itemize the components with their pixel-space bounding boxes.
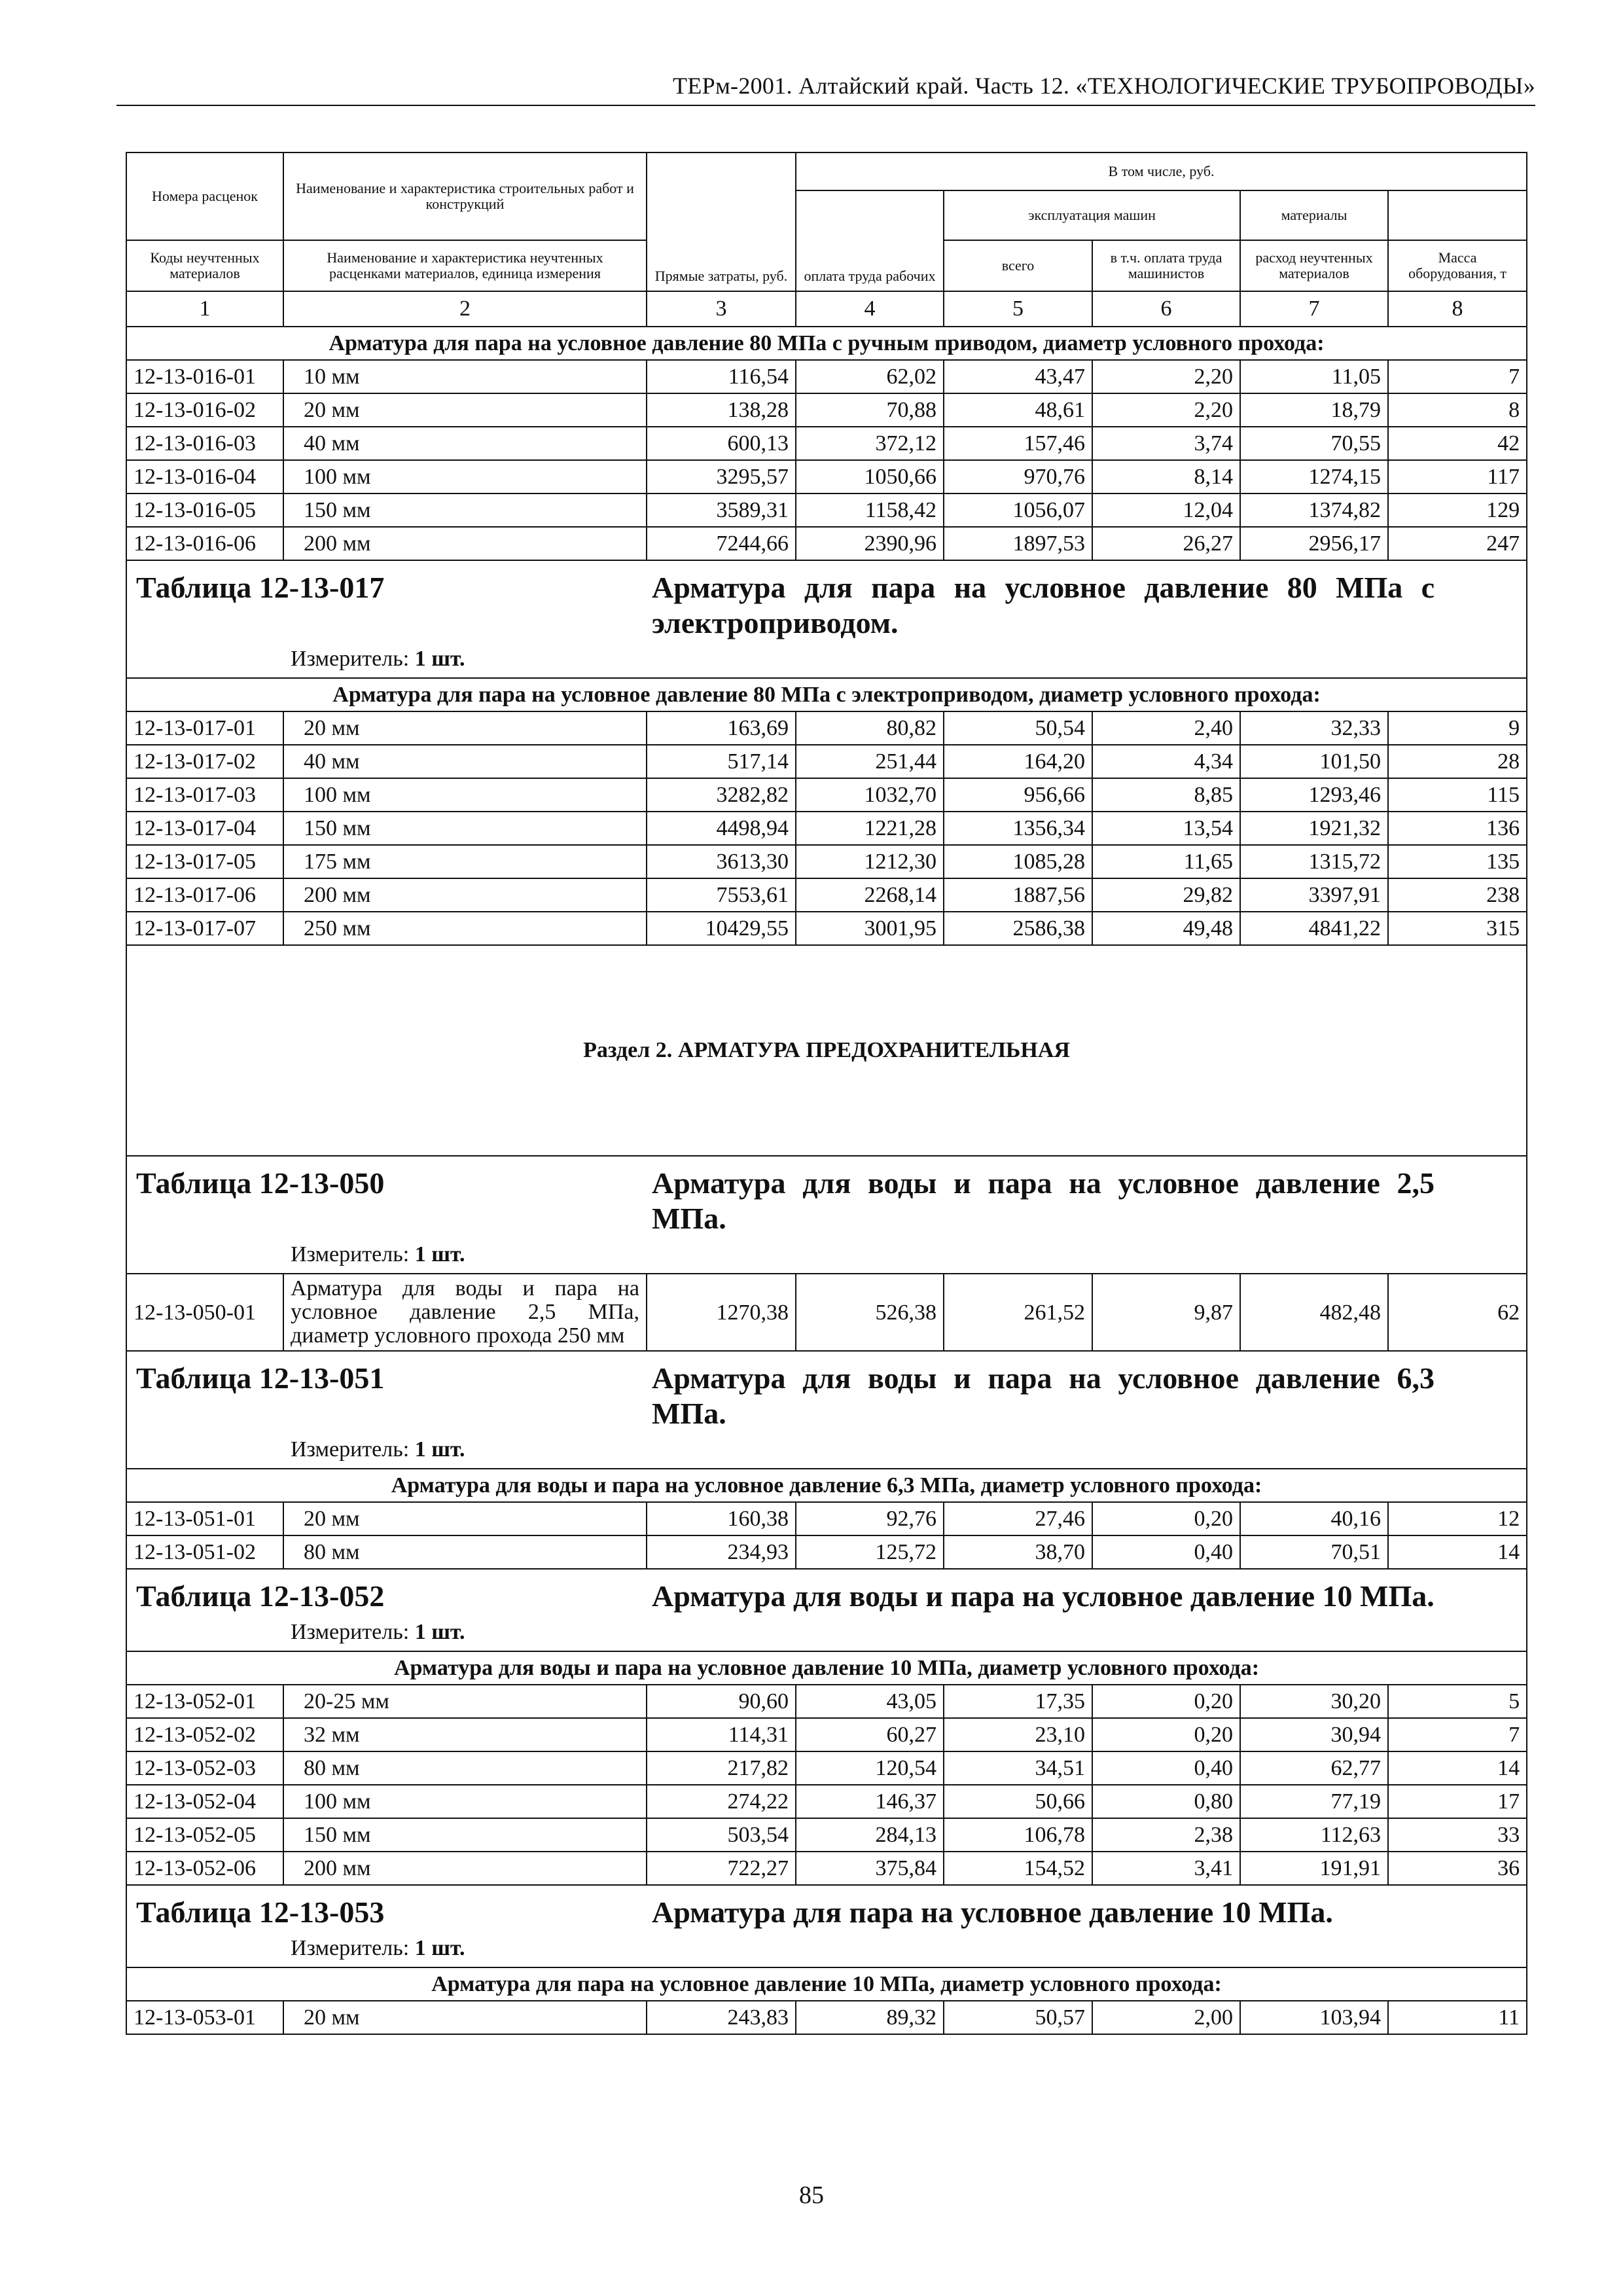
table-title-cell <box>126 1569 1527 1651</box>
machinist-cost: 49,48 <box>1092 912 1240 945</box>
labor-cost: 526,38 <box>796 1274 944 1351</box>
table-title-row <box>126 1351 1527 1469</box>
direct-cost: 503,54 <box>647 1818 796 1852</box>
col-4-header: оплата труда рабочих <box>796 190 944 291</box>
measure-unit <box>134 1240 1520 1269</box>
subheading-row <box>126 327 1527 360</box>
rate-code: 12-13-052-05 <box>126 1818 283 1852</box>
machine-cost: 154,52 <box>944 1852 1092 1885</box>
materials-cost: 2956,17 <box>1240 527 1388 560</box>
table-caption: Арматура для пара на условное давление 10 МПа. <box>652 1895 1333 1929</box>
direct-cost: 722,27 <box>647 1852 796 1885</box>
labor-hours: 28 <box>1388 745 1527 778</box>
labor-hours: 315 <box>1388 912 1527 945</box>
work-name: 20 мм <box>283 1502 647 1535</box>
machine-cost: 106,78 <box>944 1818 1092 1852</box>
table-caption: Арматура для воды и пара на условное давление 2,5 МПа. <box>652 1166 1435 1235</box>
materials-cost: 191,91 <box>1240 1852 1388 1885</box>
machinist-cost: 2,20 <box>1092 393 1240 427</box>
page-number: 85 <box>799 2181 824 2209</box>
table-caption: Арматура для воды и пара на условное давление 6,3 МПа. <box>652 1361 1435 1430</box>
labor-cost: 372,12 <box>796 427 944 460</box>
measure-value: 1 шт. <box>414 1437 465 1462</box>
labor-hours: 247 <box>1388 527 1527 560</box>
table-row <box>126 711 1527 745</box>
labor-cost: 284,13 <box>796 1818 944 1852</box>
materials-cost: 40,16 <box>1240 1502 1388 1535</box>
subheading-row <box>126 1651 1527 1685</box>
table-row <box>126 1535 1527 1569</box>
direct-cost: 1270,38 <box>647 1274 796 1351</box>
table-title <box>134 1895 1520 1930</box>
table-title <box>134 1361 1520 1431</box>
machine-cost: 157,46 <box>944 427 1092 460</box>
machinist-cost: 0,20 <box>1092 1502 1240 1535</box>
materials-header: материалы <box>1240 190 1388 240</box>
table-row <box>126 1718 1527 1751</box>
materials-cost: 70,55 <box>1240 427 1388 460</box>
direct-cost: 7244,66 <box>647 527 796 560</box>
materials-cost: 103,94 <box>1240 2001 1388 2034</box>
labor-cost: 80,82 <box>796 711 944 745</box>
rate-code: 12-13-017-04 <box>126 812 283 845</box>
labor-hours: 36 <box>1388 1852 1527 1885</box>
labor-hours: 136 <box>1388 812 1527 845</box>
table-number: Таблица 12-13-052 <box>136 1579 385 1613</box>
work-name: 80 мм <box>283 1751 647 1785</box>
section-heading: Раздел 2. АРМАТУРА ПРЕДОХРАНИТЕЛЬНАЯ <box>126 945 1527 1156</box>
labor-hours: 115 <box>1388 778 1527 812</box>
machine-cost: 1887,56 <box>944 878 1092 912</box>
work-name: 200 мм <box>283 527 647 560</box>
rate-code: 12-13-052-06 <box>126 1852 283 1885</box>
col-7-header: расход неучтенных материалов <box>1240 240 1388 291</box>
subheading: Арматура для воды и пара на условное давление 6,3 МПа, диаметр условного прохода: <box>126 1469 1527 1502</box>
table-caption: Арматура для пара на условное давление 80 МПа с электроприводом. <box>652 571 1435 639</box>
direct-cost: 243,83 <box>647 2001 796 2034</box>
work-name: 150 мм <box>283 812 647 845</box>
work-name: 150 мм <box>283 1818 647 1852</box>
machinist-cost: 2,20 <box>1092 360 1240 393</box>
machine-cost: 38,70 <box>944 1535 1092 1569</box>
table-row <box>126 493 1527 527</box>
labor-hours: 117 <box>1388 460 1527 493</box>
table-title-cell <box>126 1885 1527 1967</box>
labor-hours: 17 <box>1388 1785 1527 1818</box>
measure-value: 1 шт. <box>414 1620 465 1644</box>
rate-code: 12-13-016-05 <box>126 493 283 527</box>
rate-code: 12-13-017-02 <box>126 745 283 778</box>
machine-cost: 48,61 <box>944 393 1092 427</box>
work-name: 40 мм <box>283 427 647 460</box>
rate-code: 12-13-016-03 <box>126 427 283 460</box>
measure-label: Измеритель: <box>291 1620 410 1644</box>
work-name: 150 мм <box>283 493 647 527</box>
labor-hours: 7 <box>1388 1718 1527 1751</box>
labor-hours: 135 <box>1388 845 1527 878</box>
labor-hours: 129 <box>1388 493 1527 527</box>
measure-value: 1 шт. <box>414 647 465 671</box>
machine-cost: 164,20 <box>944 745 1092 778</box>
direct-cost: 4498,94 <box>647 812 796 845</box>
subheading: Арматура для пара на условное давление 10 МПа, диаметр условного прохода: <box>126 1967 1527 2001</box>
col-2-top-header: Наименование и характеристика строительных работ и конструкций <box>283 152 647 240</box>
subheading-row <box>126 1469 1527 1502</box>
header-rule <box>116 105 1535 106</box>
table-title-cell <box>126 1351 1527 1469</box>
column-number: 4 <box>796 291 944 327</box>
table-row <box>126 1751 1527 1785</box>
column-number: 5 <box>944 291 1092 327</box>
machinist-cost: 2,38 <box>1092 1818 1240 1852</box>
table-row <box>126 1685 1527 1718</box>
materials-cost: 4841,22 <box>1240 912 1388 945</box>
rate-code: 12-13-051-02 <box>126 1535 283 1569</box>
materials-cost: 70,51 <box>1240 1535 1388 1569</box>
labor-cost: 89,32 <box>796 2001 944 2034</box>
machine-cost: 50,66 <box>944 1785 1092 1818</box>
measure-value: 1 шт. <box>414 1936 465 1960</box>
table-row <box>126 1502 1527 1535</box>
labor-hours: 12 <box>1388 1502 1527 1535</box>
materials-cost: 18,79 <box>1240 393 1388 427</box>
materials-cost: 32,33 <box>1240 711 1388 745</box>
materials-cost: 3397,91 <box>1240 878 1388 912</box>
rate-code: 12-13-017-07 <box>126 912 283 945</box>
direct-cost: 517,14 <box>647 745 796 778</box>
table-row <box>126 1818 1527 1852</box>
col-1-bottom-header: Коды неучтенных материалов <box>126 240 283 291</box>
table-title <box>134 1166 1520 1236</box>
materials-cost: 30,94 <box>1240 1718 1388 1751</box>
table-number: Таблица 12-13-053 <box>136 1895 385 1929</box>
rate-code: 12-13-053-01 <box>126 2001 283 2034</box>
machinist-cost: 0,40 <box>1092 1751 1240 1785</box>
materials-cost: 112,63 <box>1240 1818 1388 1852</box>
machine-cost: 50,57 <box>944 2001 1092 2034</box>
machinist-cost: 0,40 <box>1092 1535 1240 1569</box>
subheading: Арматура для воды и пара на условное давление 10 МПа, диаметр условного прохода: <box>126 1651 1527 1685</box>
machinist-cost: 0,20 <box>1092 1685 1240 1718</box>
machine-cost: 27,46 <box>944 1502 1092 1535</box>
direct-cost: 10429,55 <box>647 912 796 945</box>
table-title <box>134 1579 1520 1614</box>
rate-code: 12-13-052-04 <box>126 1785 283 1818</box>
machine-cost: 1356,34 <box>944 812 1092 845</box>
machine-cost: 17,35 <box>944 1685 1092 1718</box>
measure-label: Измеритель: <box>291 647 410 671</box>
rate-code: 12-13-052-01 <box>126 1685 283 1718</box>
table-caption: Арматура для воды и пара на условное давление 10 МПа. <box>652 1579 1435 1613</box>
labor-hours: 8 <box>1388 393 1527 427</box>
machine-cost: 43,47 <box>944 360 1092 393</box>
work-name: 100 мм <box>283 460 647 493</box>
labor-cost: 146,37 <box>796 1785 944 1818</box>
machinist-cost: 11,65 <box>1092 845 1240 878</box>
running-header: ТЕРм-2001. Алтайский край. Часть 12. «ТЕХНОЛОГИЧЕСКИЕ ТРУБОПРОВОДЫ» <box>673 73 1535 99</box>
labor-cost: 251,44 <box>796 745 944 778</box>
labor-hours: 14 <box>1388 1535 1527 1569</box>
col-8-bottom-header: Масса оборудования, т <box>1388 240 1527 291</box>
direct-cost: 163,69 <box>647 711 796 745</box>
machinist-cost: 0,20 <box>1092 1718 1240 1751</box>
col-3-header: Прямые затраты, руб. <box>647 152 796 291</box>
table-title-row <box>126 1885 1527 1967</box>
labor-cost: 3001,95 <box>796 912 944 945</box>
column-number: 2 <box>283 291 647 327</box>
table-body <box>126 152 1527 2034</box>
work-name: 20 мм <box>283 2001 647 2034</box>
rate-code: 12-13-050-01 <box>126 1274 283 1351</box>
materials-cost: 11,05 <box>1240 360 1388 393</box>
materials-cost: 77,19 <box>1240 1785 1388 1818</box>
work-name: 250 мм <box>283 912 647 945</box>
column-number-row <box>126 291 1527 327</box>
labor-hours: 33 <box>1388 1818 1527 1852</box>
column-number: 6 <box>1092 291 1240 327</box>
rate-code: 12-13-017-05 <box>126 845 283 878</box>
direct-cost: 217,82 <box>647 1751 796 1785</box>
table-row <box>126 393 1527 427</box>
included-header: В том числе, руб. <box>796 152 1527 190</box>
table-row <box>126 745 1527 778</box>
work-name: 80 мм <box>283 1535 647 1569</box>
table-title-row <box>126 1569 1527 1651</box>
labor-hours: 7 <box>1388 360 1527 393</box>
rate-code: 12-13-052-02 <box>126 1718 283 1751</box>
materials-cost: 101,50 <box>1240 745 1388 778</box>
machinist-cost: 3,74 <box>1092 427 1240 460</box>
rate-code: 12-13-017-01 <box>126 711 283 745</box>
measure-value: 1 шт. <box>414 1242 465 1266</box>
header-row <box>126 152 1527 190</box>
column-number: 7 <box>1240 291 1388 327</box>
table-number: Таблица 12-13-050 <box>136 1166 385 1200</box>
work-name: 200 мм <box>283 878 647 912</box>
subheading-row <box>126 678 1527 711</box>
subheading: Арматура для пара на условное давление 80 МПа с электроприводом, диаметр условного прохода: <box>126 678 1527 711</box>
labor-cost: 1158,42 <box>796 493 944 527</box>
table-row <box>126 1785 1527 1818</box>
labor-hours: 9 <box>1388 711 1527 745</box>
materials-cost: 62,77 <box>1240 1751 1388 1785</box>
labor-cost: 1221,28 <box>796 812 944 845</box>
direct-cost: 600,13 <box>647 427 796 460</box>
materials-cost: 1274,15 <box>1240 460 1388 493</box>
labor-cost: 1032,70 <box>796 778 944 812</box>
machinist-cost: 0,80 <box>1092 1785 1240 1818</box>
machinist-cost: 13,54 <box>1092 812 1240 845</box>
measure-label: Измеритель: <box>291 1242 410 1266</box>
measure-unit <box>134 1618 1520 1647</box>
labor-cost: 60,27 <box>796 1718 944 1751</box>
measure-label: Измеритель: <box>291 1437 410 1462</box>
rate-code: 12-13-016-06 <box>126 527 283 560</box>
col-6-header: в т.ч. оплата труда машинистов <box>1092 240 1240 291</box>
work-name: 10 мм <box>283 360 647 393</box>
labor-hours: 238 <box>1388 878 1527 912</box>
machinist-cost: 26,27 <box>1092 527 1240 560</box>
machine-cost: 1897,53 <box>944 527 1092 560</box>
labor-cost: 62,02 <box>796 360 944 393</box>
work-name: 40 мм <box>283 745 647 778</box>
machine-cost: 956,66 <box>944 778 1092 812</box>
machinist-cost: 29,82 <box>1092 878 1240 912</box>
machinist-cost: 9,87 <box>1092 1274 1240 1351</box>
machinist-cost: 2,00 <box>1092 2001 1240 2034</box>
machinist-cost: 12,04 <box>1092 493 1240 527</box>
work-name: 20-25 мм <box>283 1685 647 1718</box>
materials-cost: 1315,72 <box>1240 845 1388 878</box>
machine-cost: 1085,28 <box>944 845 1092 878</box>
work-name: 100 мм <box>283 1785 647 1818</box>
direct-cost: 7553,61 <box>647 878 796 912</box>
subheading: Арматура для пара на условное давление 80 МПа с ручным приводом, диаметр условного прохода: <box>126 327 1527 360</box>
machine-cost: 23,10 <box>944 1718 1092 1751</box>
labor-cost: 92,76 <box>796 1502 944 1535</box>
materials-cost: 1293,46 <box>1240 778 1388 812</box>
labor-cost: 120,54 <box>796 1751 944 1785</box>
direct-cost: 138,28 <box>647 393 796 427</box>
table-row <box>126 427 1527 460</box>
labor-cost: 125,72 <box>796 1535 944 1569</box>
col-2-bottom-header: Наименование и характеристика неучтенных расценками материалов, единица измерения <box>283 240 647 291</box>
direct-cost: 116,54 <box>647 360 796 393</box>
measure-unit <box>134 1934 1520 1963</box>
machines-header: эксплуатация машин <box>944 190 1240 240</box>
machinist-cost: 4,34 <box>1092 745 1240 778</box>
labor-cost: 2268,14 <box>796 878 944 912</box>
table-row <box>126 460 1527 493</box>
labor-cost: 2390,96 <box>796 527 944 560</box>
rate-code: 12-13-016-02 <box>126 393 283 427</box>
measure-unit <box>134 645 1520 673</box>
labor-hours: 11 <box>1388 2001 1527 2034</box>
materials-cost: 30,20 <box>1240 1685 1388 1718</box>
section-row <box>126 945 1527 1156</box>
rates-table <box>126 152 1527 2035</box>
table-row <box>126 2001 1527 2034</box>
col-5-header: всего <box>944 240 1092 291</box>
subheading-row <box>126 1967 1527 2001</box>
table-row <box>126 1852 1527 1885</box>
rate-code: 12-13-051-01 <box>126 1502 283 1535</box>
direct-cost: 114,31 <box>647 1718 796 1751</box>
measure-label: Измеритель: <box>291 1936 410 1960</box>
table-row <box>126 527 1527 560</box>
machinist-cost: 2,40 <box>1092 711 1240 745</box>
direct-cost: 234,93 <box>647 1535 796 1569</box>
col-1-top-header: Номера расценок <box>126 152 283 240</box>
work-name: 100 мм <box>283 778 647 812</box>
table-title-row <box>126 560 1527 678</box>
table-title-row <box>126 1156 1527 1274</box>
table-title-cell <box>126 560 1527 678</box>
table-row <box>126 778 1527 812</box>
labor-hours: 14 <box>1388 1751 1527 1785</box>
measure-unit <box>134 1435 1520 1464</box>
direct-cost: 160,38 <box>647 1502 796 1535</box>
machine-cost: 34,51 <box>944 1751 1092 1785</box>
labor-cost: 375,84 <box>796 1852 944 1885</box>
rate-code: 12-13-016-04 <box>126 460 283 493</box>
machine-cost: 970,76 <box>944 460 1092 493</box>
labor-cost: 70,88 <box>796 393 944 427</box>
table-title-cell <box>126 1156 1527 1274</box>
rate-code: 12-13-017-03 <box>126 778 283 812</box>
rate-code: 12-13-052-03 <box>126 1751 283 1785</box>
rate-code: 12-13-016-01 <box>126 360 283 393</box>
table-row <box>126 1274 1527 1351</box>
table-row <box>126 845 1527 878</box>
direct-cost: 3295,57 <box>647 460 796 493</box>
labor-hours: 42 <box>1388 427 1527 460</box>
work-name: 32 мм <box>283 1718 647 1751</box>
rate-code: 12-13-017-06 <box>126 878 283 912</box>
direct-cost: 3282,82 <box>647 778 796 812</box>
machinist-cost: 8,85 <box>1092 778 1240 812</box>
table-number: Таблица 12-13-017 <box>136 571 385 604</box>
labor-hours: 5 <box>1388 1685 1527 1718</box>
machinist-cost: 3,41 <box>1092 1852 1240 1885</box>
work-name: 20 мм <box>283 711 647 745</box>
column-number: 1 <box>126 291 283 327</box>
direct-cost: 3613,30 <box>647 845 796 878</box>
direct-cost: 90,60 <box>647 1685 796 1718</box>
materials-cost: 482,48 <box>1240 1274 1388 1351</box>
labor-cost: 1212,30 <box>796 845 944 878</box>
materials-cost: 1374,82 <box>1240 493 1388 527</box>
labor-cost: 1050,66 <box>796 460 944 493</box>
machine-cost: 2586,38 <box>944 912 1092 945</box>
labor-cost: 43,05 <box>796 1685 944 1718</box>
labor-hours: 62 <box>1388 1274 1527 1351</box>
materials-cost: 1921,32 <box>1240 812 1388 845</box>
table-row <box>126 878 1527 912</box>
work-name: Арматура для воды и пара на условное давление 2,5 МПа, диаметр условного прохода 250 мм <box>283 1274 647 1351</box>
work-name: 175 мм <box>283 845 647 878</box>
machine-cost: 261,52 <box>944 1274 1092 1351</box>
machine-cost: 1056,07 <box>944 493 1092 527</box>
work-name: 20 мм <box>283 393 647 427</box>
direct-cost: 3589,31 <box>647 493 796 527</box>
machine-cost: 50,54 <box>944 711 1092 745</box>
table-row <box>126 912 1527 945</box>
work-name: 200 мм <box>283 1852 647 1885</box>
table-row <box>126 812 1527 845</box>
table-number: Таблица 12-13-051 <box>136 1361 385 1395</box>
direct-cost: 274,22 <box>647 1785 796 1818</box>
machinist-cost: 8,14 <box>1092 460 1240 493</box>
table-title <box>134 570 1520 641</box>
column-number: 3 <box>647 291 796 327</box>
column-number: 8 <box>1388 291 1527 327</box>
table-row <box>126 360 1527 393</box>
price-document <box>126 152 1526 2035</box>
